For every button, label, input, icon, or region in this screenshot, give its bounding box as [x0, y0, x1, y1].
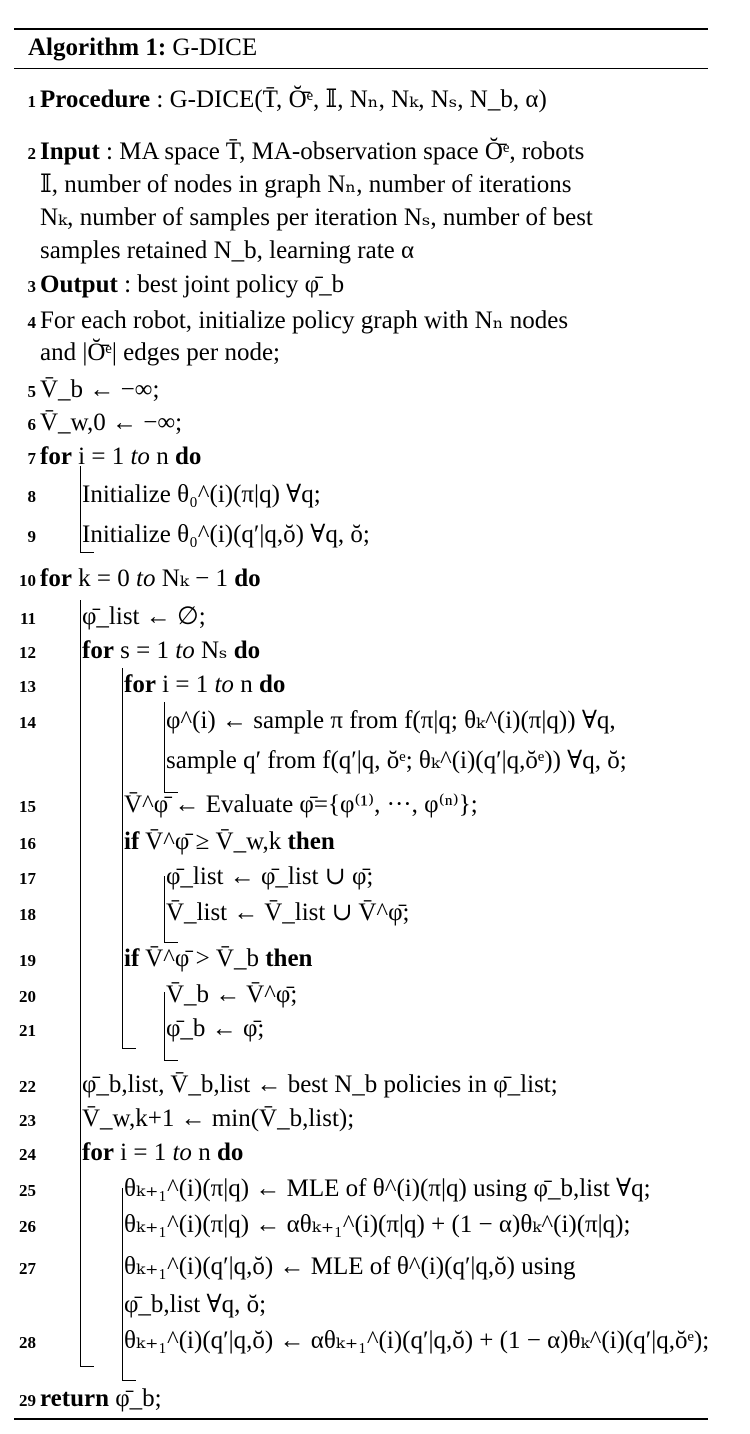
algorithm-caption [28, 34, 257, 62]
line-text: V̄_b ← V̄^φ̄; [166, 981, 298, 1008]
line-number: 10 [19, 571, 36, 590]
bottom-rule [14, 1418, 708, 1420]
algorithm-line [14, 168, 708, 202]
line-number: 14 [19, 713, 36, 732]
line-text: θₖ₊₁^(i)(q′|q,ŏ) ← αθₖ₊₁^(i)(q′|q,ŏ) + (1 − α)θₖ^(i)(q′|q,ŏᵉ); [124, 1327, 710, 1354]
algorithm-line [14, 135, 708, 169]
line-text: V̄_b ← −∞; [40, 376, 160, 403]
line-text: θₖ₊₁^(i)(π|q) ← αθₖ₊₁^(i)(π|q) + (1 − α)θₖ^(i)(π|q); [124, 1211, 631, 1238]
line-text: if V̄^φ̄ ≥ V̄_w,k then [124, 828, 335, 855]
line-text: Nₖ, number of samples per iteration Nₛ, number of best [40, 204, 593, 231]
algorithm-line [14, 634, 708, 668]
line-text: φ̄_b ← φ̄; [166, 1015, 265, 1042]
algorithm-line [14, 83, 708, 117]
line-text: V̄_w,0 ← −∞; [40, 409, 183, 436]
line-number: 3 [27, 277, 36, 296]
algorithm-line [14, 1068, 708, 1102]
line-number: 12 [19, 643, 36, 662]
line-number: 17 [19, 869, 36, 888]
line-number: 28 [19, 1333, 36, 1352]
line-text: sample q′ from f(q′|q, ŏᵉ; θₖ^(i)(q′|q,ŏᵉ)) ∀q, ŏ; [166, 747, 627, 774]
algorithm-line [14, 304, 708, 338]
algorithm-line [14, 1250, 708, 1284]
algorithm-line [14, 668, 708, 702]
top-rule [14, 28, 708, 30]
line-number: 29 [19, 1391, 36, 1410]
algorithm-line [14, 788, 708, 822]
line-text: φ̄_b,list ∀q, ŏ; [124, 1291, 267, 1318]
line-number: 8 [27, 487, 36, 506]
line-number: 25 [19, 1181, 36, 1200]
algorithm-line [14, 478, 708, 512]
line-number: 27 [19, 1259, 36, 1278]
algorithm-line [14, 562, 708, 596]
line-text: φ̄_list ← φ̄_list ∪ φ̄; [166, 863, 374, 890]
algorithm-line [14, 1172, 708, 1206]
algorithm-line [14, 1012, 708, 1046]
algorithm-line [14, 1102, 708, 1136]
line-text: For each robot, initialize policy graph with Nₙ nodes [40, 307, 569, 334]
line-text: φ^(i) ← sample π from f(π|q; θₖ^(i)(π|q)) ∀q, [166, 707, 616, 734]
line-text: for i = 1 to n do [40, 443, 202, 470]
algorithm-line [14, 860, 708, 894]
line-number: 1 [27, 92, 36, 111]
line-text: for i = 1 to n do [82, 1139, 244, 1166]
algorithm-line [14, 825, 708, 859]
line-number: 23 [19, 1111, 36, 1130]
algorithm-line [14, 978, 708, 1012]
line-number: 18 [19, 905, 36, 924]
line-text: samples retained N_b, learning rate α [40, 237, 415, 264]
line-text: if V̄^φ̄ > V̄_b then [124, 945, 313, 972]
line-number: 7 [27, 449, 36, 468]
line-number: 20 [19, 987, 36, 1006]
line-text: V̄_list ← V̄_list ∪ V̄^φ̄; [166, 899, 410, 926]
line-text: Input : MA space T̄, MA-observation space Ŏ̄ᵉ, robots [40, 138, 585, 165]
algorithm-line [14, 518, 708, 552]
block-end-tick [164, 1060, 178, 1061]
algorithm-line [14, 942, 708, 976]
algorithm-line [14, 600, 708, 634]
line-text: V̄_w,k+1 ← min(V̄_b,list); [82, 1105, 355, 1132]
algorithm-line [14, 373, 708, 407]
line-text: V̄^φ̄ ← Evaluate φ̄={φ⁽¹⁾, ···, φ⁽ⁿ⁾}; [124, 791, 478, 818]
line-text: Initialize θ₀^(i)(π|q) ∀q; [82, 481, 321, 508]
line-number: 15 [19, 797, 36, 816]
line-number: 19 [19, 951, 36, 970]
line-text: for i = 1 to n do [124, 671, 286, 698]
algorithm-line [14, 1382, 708, 1416]
line-number: 24 [19, 1145, 36, 1164]
block-end-tick [122, 1380, 136, 1381]
line-text: for s = 1 to Nₛ do [82, 637, 261, 664]
algorithm-line [14, 1288, 708, 1322]
algorithm-line [14, 1136, 708, 1170]
line-number: 6 [27, 415, 36, 434]
line-number: 2 [27, 144, 36, 163]
algorithm-line [14, 1208, 708, 1242]
algorithm-line [14, 744, 708, 778]
algorithm-line [14, 201, 708, 235]
line-text: φ̄_b,list, V̄_b,list ← best N_b policies in φ̄_list; [82, 1071, 558, 1098]
line-text: φ̄_list ← ∅; [82, 603, 206, 630]
line-number: 26 [19, 1217, 36, 1236]
line-number: 16 [19, 834, 36, 853]
line-text: for k = 0 to Nₖ − 1 do [40, 565, 261, 592]
block-end-tick [80, 1366, 94, 1367]
line-text: θₖ₊₁^(i)(π|q) ← MLE of θ^(i)(π|q) using φ̄_b,list ∀q; [124, 1175, 651, 1202]
line-text: θₖ₊₁^(i)(q′|q,ŏ) ← MLE of θ^(i)(q′|q,ŏ) using [124, 1253, 576, 1280]
algorithm-line [14, 336, 708, 370]
line-number: 4 [27, 313, 36, 332]
line-number: 5 [27, 382, 36, 401]
algorithm-line [14, 268, 708, 302]
line-number: 22 [19, 1077, 36, 1096]
line-number: 11 [19, 609, 36, 628]
algorithm-box [14, 28, 708, 1420]
line-text: 𝕀, number of nodes in graph Nₙ, number of iterations [40, 171, 572, 198]
line-text: return φ̄_b; [40, 1385, 162, 1412]
block-end-tick [122, 1048, 136, 1049]
algorithm-line [14, 406, 708, 440]
line-number: 9 [27, 527, 36, 546]
line-text: Initialize θ₀^(i)(q′|q,ŏ) ∀q, ŏ; [82, 521, 370, 548]
line-text: and |Ŏ̄ᵉ| edges per node; [40, 339, 280, 366]
line-number: 21 [19, 1021, 36, 1040]
algorithm-line [14, 1324, 708, 1358]
caption-rule [14, 68, 708, 69]
line-number: 13 [19, 677, 36, 696]
line-text: Output : best joint policy φ̄_b [40, 271, 345, 298]
algorithm-line [14, 234, 708, 268]
line-text: Procedure : G-DICE(T̄, Ŏ̄ᵉ, 𝕀, Nₙ, Nₖ, Nₛ, N_b, α) [40, 86, 547, 113]
algorithm-line [14, 440, 708, 474]
caption-name: G-DICE [172, 34, 258, 61]
caption-label: Algorithm 1: [28, 34, 167, 61]
block-end-tick [80, 552, 94, 553]
algorithm-line [14, 896, 708, 930]
algorithm-line [14, 704, 708, 738]
